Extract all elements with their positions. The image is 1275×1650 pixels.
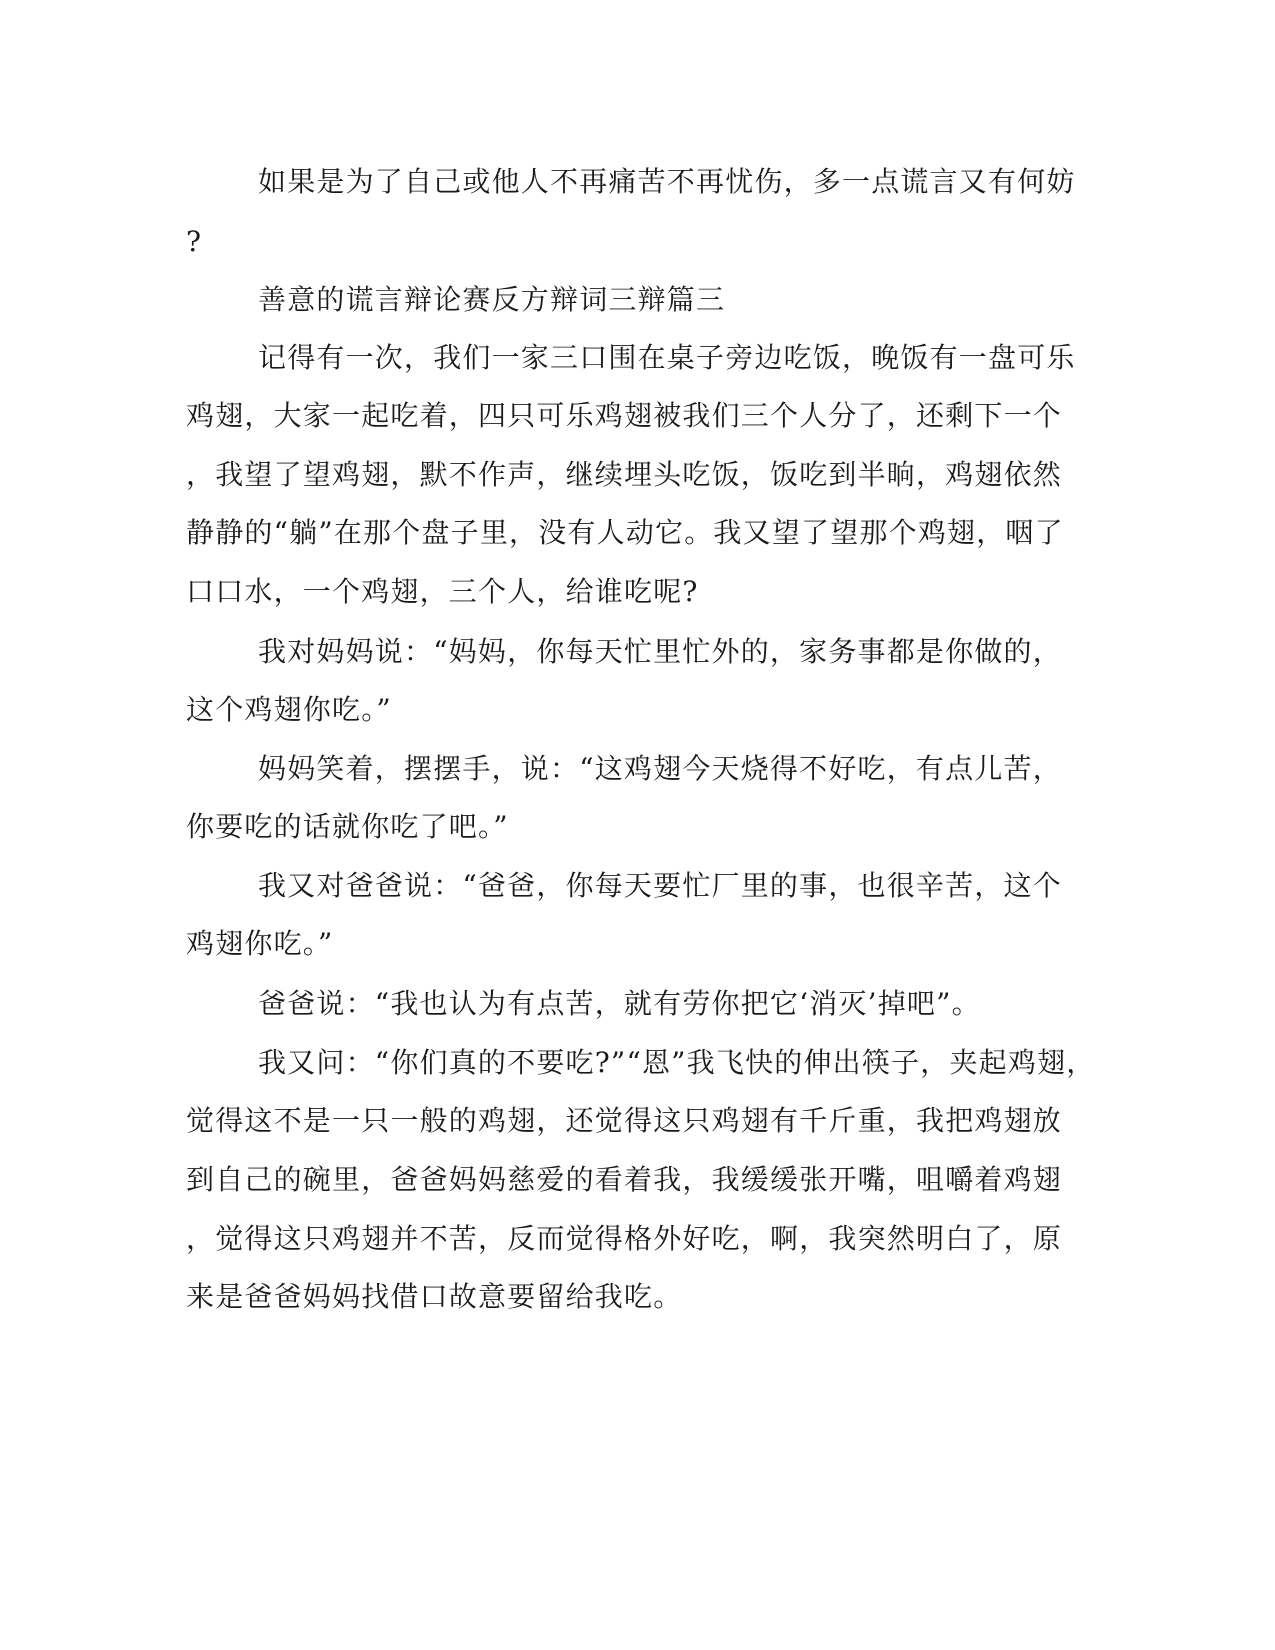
paragraph-line: 爸爸说：“我也认为有点苦，就有劳你把它‘消灭’掉吧”。 (258, 987, 981, 1020)
paragraph-line: 觉得这不是一只一般的鸡翅，还觉得这只鸡翅有千斤重，我把鸡翅放 (186, 1104, 1063, 1137)
paragraph-line: ，我望了望鸡翅，默不作声，继续埋头吃饭，饭吃到半晌，鸡翅依然 (186, 458, 1063, 491)
paragraph-line: 我又对爸爸说：“爸爸，你每天要忙厂里的事，也很辛苦，这个 (258, 869, 1062, 902)
paragraph-line: 口口水，一个鸡翅，三个人，给谁吃呢? (186, 575, 699, 608)
section-heading: 善意的谎言辩论赛反方辩词三辩篇三 (258, 283, 726, 316)
paragraph-line: 妈妈笑着，摆摆手，说：“这鸡翅今天烧得不好吃，有点儿苦， (258, 752, 1062, 785)
paragraph-line: 静静的“躺”在那个盘子里，没有人动它。我又望了望那个鸡翅，咽了 (186, 516, 1064, 549)
paragraph-line: 鸡翅，大家一起吃着，四只可乐鸡翅被我们三个人分了，还剩下一个 (186, 399, 1063, 432)
paragraph-line: ，觉得这只鸡翅并不苦，反而觉得格外好吃，啊，我突然明白了，原 (186, 1222, 1063, 1255)
paragraph-line: 这个鸡翅你吃。” (186, 693, 392, 726)
paragraph-line: 到自己的碗里，爸爸妈妈慈爱的看着我，我缓缓张开嘴，咀嚼着鸡翅 (186, 1163, 1063, 1196)
paragraph-line: 来是爸爸妈妈找借口故意要留给我吃。 (186, 1280, 683, 1313)
paragraph-line: 记得有一次，我们一家三口围在桌子旁边吃饭，晚饭有一盘可乐 (258, 341, 1076, 374)
paragraph-line: 你要吃的话就你吃了吧。” (186, 810, 509, 843)
paragraph-line: ? (186, 225, 203, 258)
paragraph-line: 我又问：“你们真的不要吃?”“恩”我飞快的伸出筷子，夹起鸡翅， (258, 1046, 1096, 1079)
paragraph-line: 我对妈妈说：“妈妈，你每天忙里忙外的，家务事都是你做的， (258, 635, 1062, 668)
paragraph-line: 如果是为了自己或他人不再痛苦不再忧伤，多一点谎言又有何妨 (258, 165, 1076, 198)
paragraph-line: 鸡翅你吃。” (186, 927, 334, 960)
